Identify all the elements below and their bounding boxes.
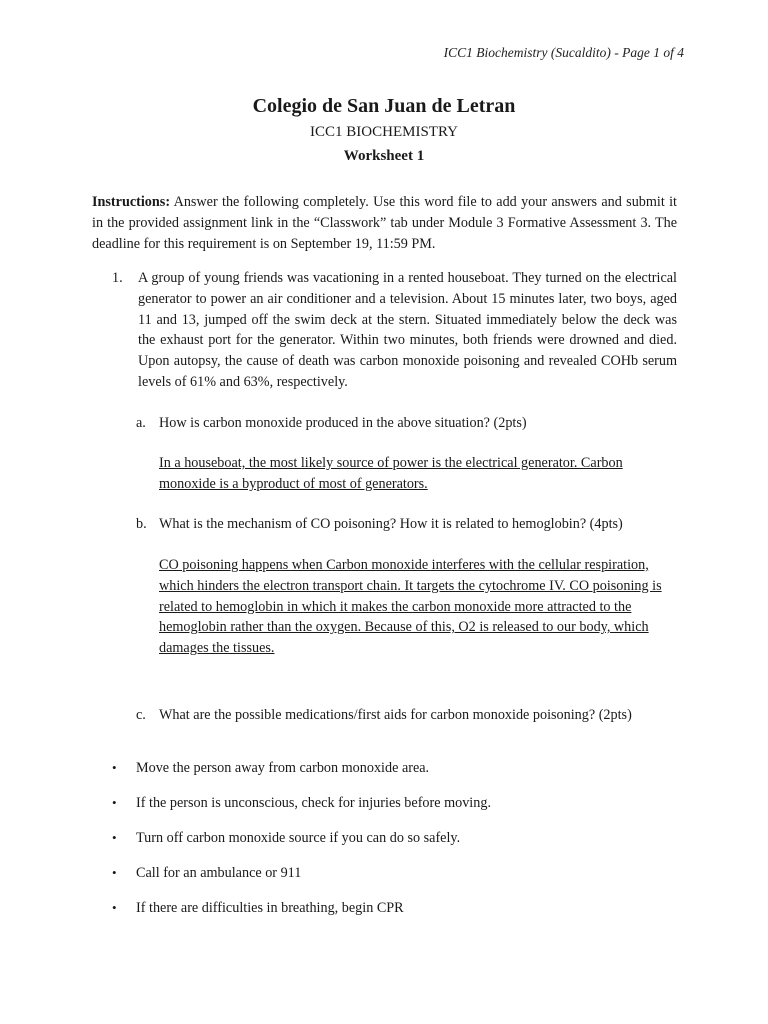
subquestion-c-text: What are the possible medications/first aids for carbon monoxide poisoning? (2pts) [159, 707, 632, 723]
subquestion-b [136, 514, 681, 535]
instructions-label: Instructions: [92, 194, 171, 210]
subquestion-a-text: How is carbon monoxide produced in the above situation? (2pts) [159, 415, 527, 431]
list-item [112, 758, 672, 793]
list-item [112, 898, 672, 933]
subquestion-letter: b. [136, 516, 147, 532]
list-item [112, 863, 672, 898]
subquestion-letter: c. [136, 707, 146, 723]
bullet-icon: • [112, 795, 117, 810]
bullet-icon: • [112, 830, 117, 845]
list-item-text: If there are difficulties in breathing, begin CPR [136, 900, 404, 916]
answer-a: In a houseboat, the most likely source of power is the electrical generator. Carbon monoxide is a byproduct of most of generators. [159, 455, 623, 492]
instructions-paragraph [92, 192, 677, 255]
list-item [112, 793, 672, 828]
list-item-text: If the person is unconscious, check for injuries before moving. [136, 795, 491, 811]
instructions-text: Answer the following completely. Use this word file to add your answers and submit it in the provided assignment link in the “Classwork” tab under Module 3 Formative Assessment 3. The deadline for this requirement is on September 19, 11:59 PM. [92, 194, 677, 252]
subquestion-b-text: What is the mechanism of CO poisoning? How it is related to hemoglobin? (4pts) [159, 516, 623, 532]
school-name: Colegio de San Juan de Letran [252, 95, 516, 117]
subquestion-letter: a. [136, 415, 146, 431]
bullet-icon: • [112, 760, 117, 775]
running-header: ICC1 Biochemistry (Sucaldito) - Page 1 of 4 [443, 45, 684, 60]
list-item-text: Call for an ambulance or 911 [136, 865, 302, 881]
worksheet-title: Worksheet 1 [343, 148, 425, 164]
answer-b: CO poisoning happens when Carbon monoxide interferes with the cellular respiration, which hinders the electron transport chain. It targets the cytochrome IV. CO poisoning is related to hemoglobin in which it makes the carbon monoxide more attracted to the hemoglobin rather than the oxygen. Because of this, O2 is released to our body, which damages the tissues. [159, 557, 662, 657]
subquestion-c [136, 705, 681, 726]
list-item-text: Turn off carbon monoxide source if you can do so safely. [136, 830, 461, 846]
question-number: 1. [112, 270, 123, 286]
bullet-icon: • [112, 900, 117, 915]
subquestion-a [136, 413, 681, 434]
list-item-text: Move the person away from carbon monoxide area. [136, 760, 430, 776]
question-1 [112, 268, 677, 393]
list-item [112, 828, 672, 863]
question-1-text: A group of young friends was vacationing in a rented houseboat. They turned on the electrical generator to power an air conditioner and a television. About 15 minutes later, two boys, aged 11 and 13, jumped off the swim deck at the stern. Situated immediately below the deck was the exhaust port for the generator. Within two minutes, both friends were drowned and died. Upon autopsy, the cause of death was carbon monoxide poisoning and revealed COHb serum levels of 61% and 63%, respectively. [138, 270, 677, 390]
title-block [0, 93, 768, 167]
answer-c-bullet-list [112, 758, 672, 933]
course-title: ICC1 BIOCHEMISTRY [310, 124, 458, 140]
bullet-icon: • [112, 865, 117, 880]
